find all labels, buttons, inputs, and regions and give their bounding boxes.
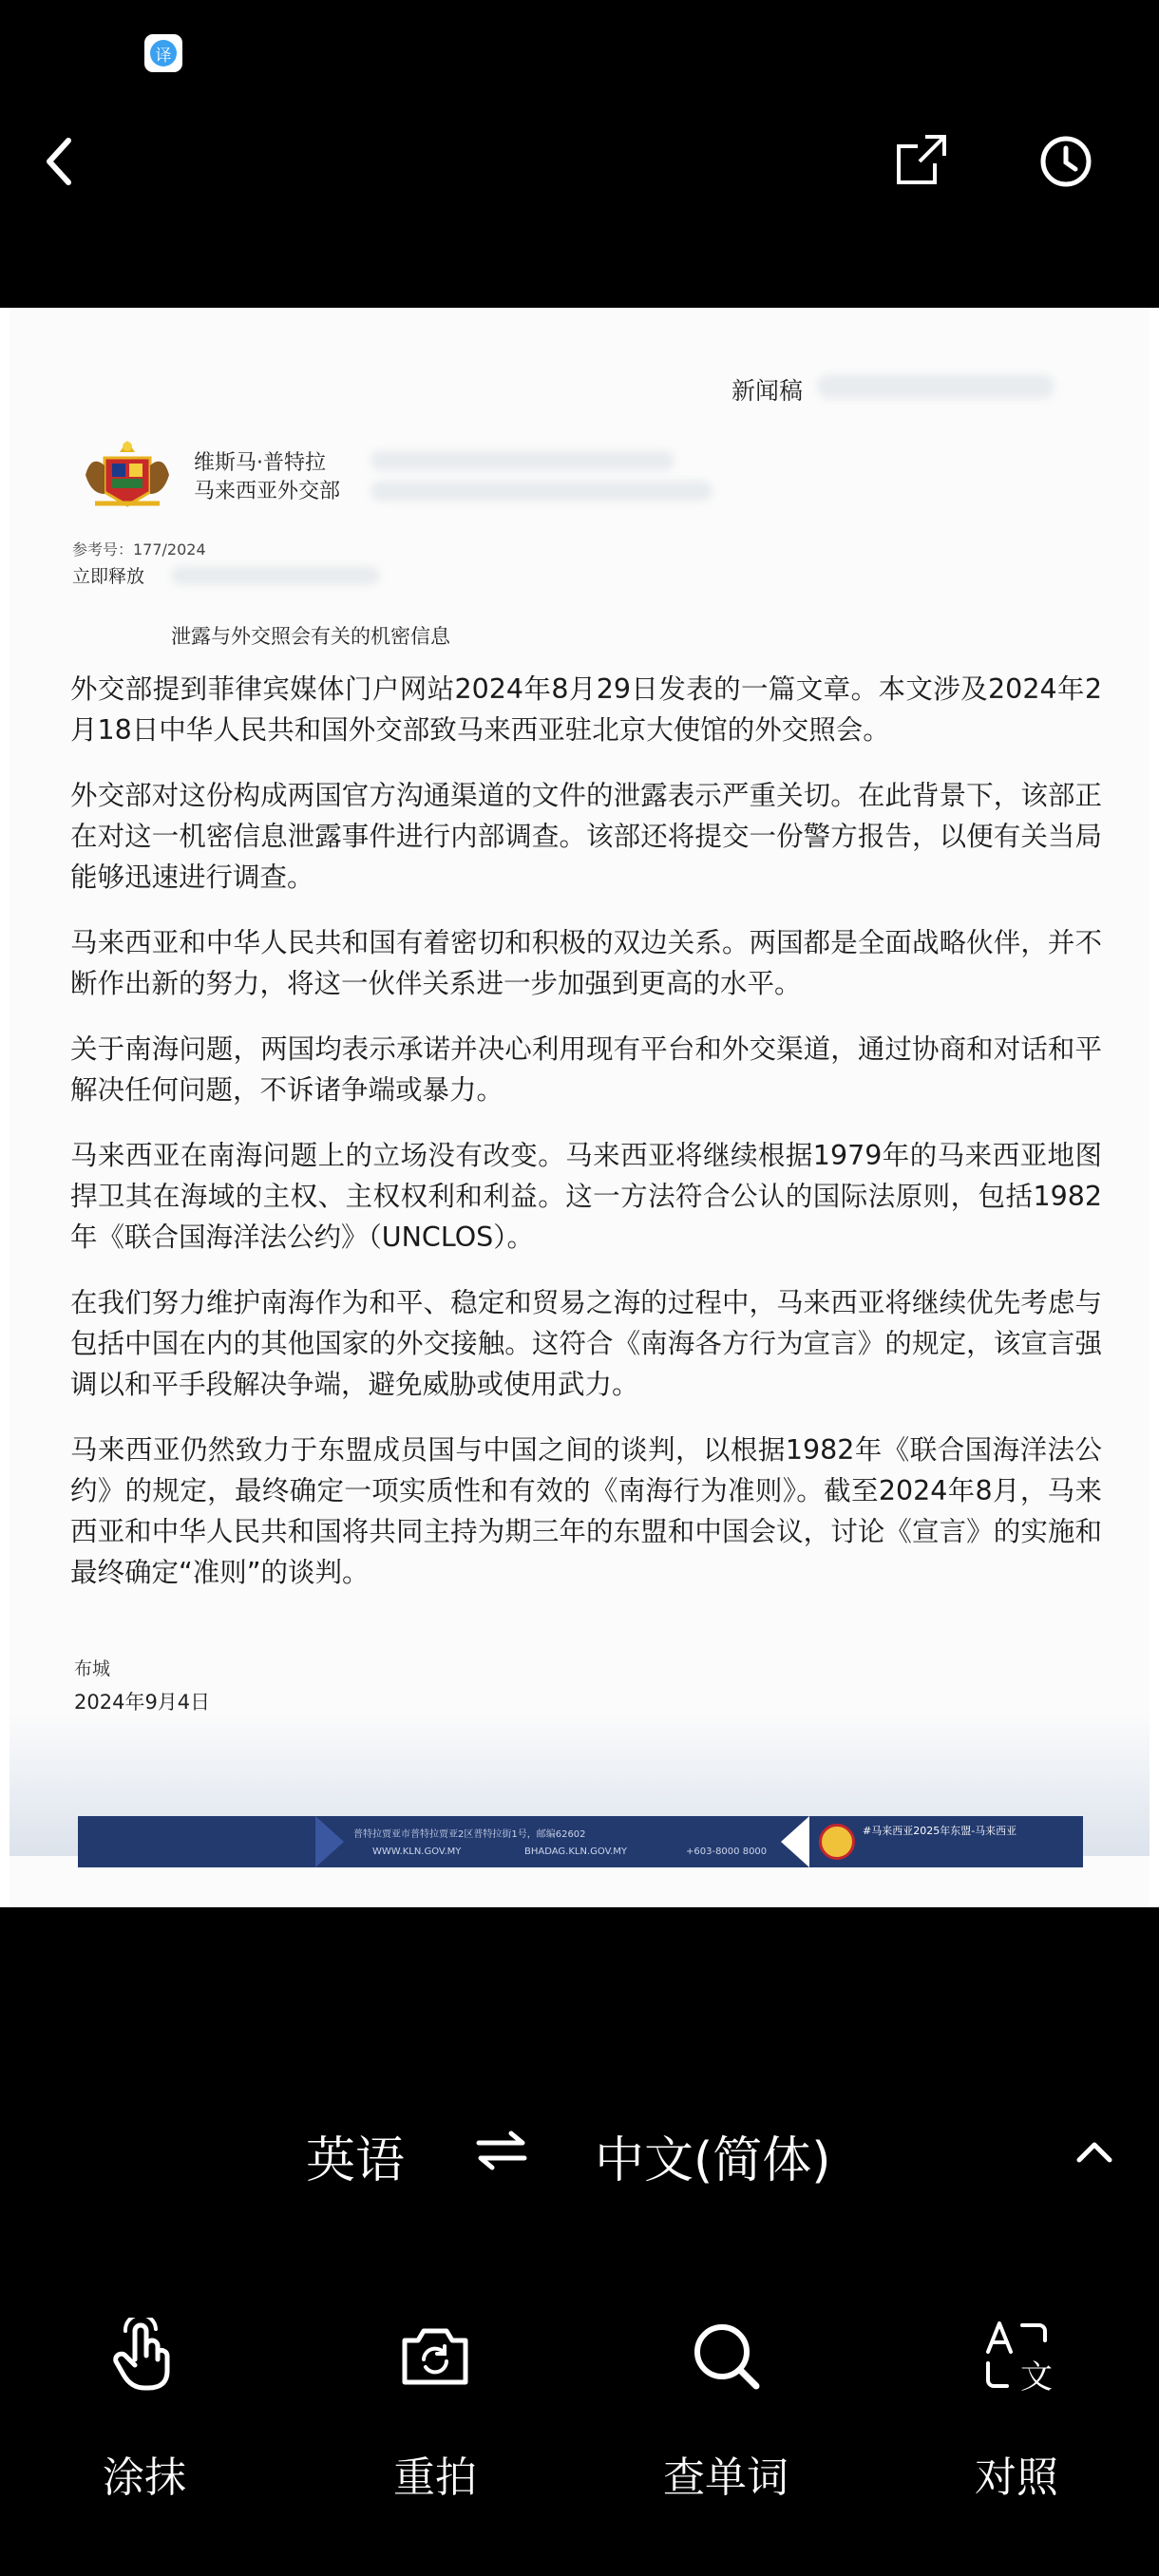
history-button[interactable]: [1028, 123, 1104, 199]
hand-tap-icon: [106, 2318, 182, 2394]
minister-name: 维斯马·普特拉: [194, 451, 326, 475]
target-language[interactable]: 中文(简体): [595, 2132, 831, 2189]
tool-label: 查单词: [663, 2453, 788, 2502]
lookup-word-button[interactable]: [640, 2318, 811, 2504]
release-tag: 立即释放: [72, 566, 145, 587]
document-subject: 泄露与外交照会有关的机密信息: [171, 625, 450, 648]
chevron-left-icon: [40, 135, 78, 188]
body-paragraph: 马来西亚仍然致力于东盟成员国与中国之间的谈判，以根据1982年《联合国海洋法公约》的规定，最终确定一项实质性和有效的《南海行为准则》。截至2024年8月，马来西亚和中华人民共和国将共同主持为期三年的东盟和中国会议，讨论《宣言》的实施和最终确定“准则”的谈判。: [70, 1434, 1102, 1588]
history-clock-icon: [1037, 133, 1094, 190]
share-export-icon: [893, 131, 950, 188]
swap-language-button[interactable]: [473, 2124, 530, 2177]
body-paragraph: 外交部提到菲律宾媒体门户网站2024年8月29日发表的一篇文章。本文涉及2024年2月18日中华人民共和国外交部致马来西亚驻北京大使馆的外交照会。: [70, 673, 1102, 746]
compare-button[interactable]: [931, 2318, 1102, 2504]
source-language[interactable]: 英语: [306, 2132, 406, 2189]
reference-number: 参考号：177/2024: [72, 540, 206, 559]
blurred-text: [370, 450, 674, 471]
retake-button[interactable]: [350, 2318, 521, 2504]
svg-text:文: 文: [1020, 2358, 1053, 2394]
tool-label: 重拍: [393, 2453, 477, 2502]
body-paragraph: 在我们努力维护南海作为和平、稳定和贸易之海的过程中，马来西亚将继续优先考虑与包括中国在内的其他国家的外交接触。这符合《南海各方行为宣言》的规定，该宣言强调以和平手段解决争端，避免威胁或使用武力。: [70, 1287, 1102, 1400]
language-selector: [0, 2109, 1159, 2194]
asean-logo: [819, 1824, 855, 1860]
footer-email: BHADAG.KLN.GOV.MY: [524, 1847, 628, 1857]
document-body: [70, 669, 1102, 1618]
back-button[interactable]: [21, 123, 97, 199]
tool-label: 涂抹: [103, 2453, 186, 2502]
footer-website: WWW.KLN.GOV.MY: [372, 1847, 462, 1857]
body-paragraph: 关于南海问题，两国均表示承诺并决心利用现有平台和外交渠道，通过协商和对话和平解决任何问题，不诉诸争端或暴力。: [70, 1033, 1102, 1106]
collapse-button[interactable]: [1066, 2128, 1123, 2175]
press-release-label: 新闻稿: [732, 377, 804, 405]
swap-arrows-icon: [473, 2124, 530, 2177]
signature-place: 布城: [74, 1658, 111, 1679]
body-paragraph: 马来西亚和中华人民共和国有着密切和积极的双边关系。两国都是全面战略伙伴，并不断作出新的努力，将这一伙伴关系进一步加强到更高的水平。: [70, 927, 1102, 999]
body-paragraph: 外交部对这份构成两国官方沟通渠道的文件的泄露表示严重关切。在此背景下，该部正在对这一机密信息泄露事件进行内部调查。该部还将提交一份警方报告，以便有关当局能够迅速进行调查。: [70, 780, 1102, 893]
tool-label: 对照: [975, 2453, 1058, 2502]
footer-chevron: [315, 1816, 344, 1867]
ministry-name: 马来西亚外交部: [194, 480, 341, 503]
footer-phone: +603-8000 8000: [686, 1847, 768, 1857]
footer-chevron: [781, 1816, 809, 1867]
translator-app-icon: 译: [144, 34, 182, 72]
coat-of-arms-logo: [78, 437, 177, 513]
compare-translate-icon: [978, 2318, 1054, 2394]
document-page: [10, 308, 1150, 1907]
footer-address: 普特拉贾亚市普特拉贾亚2区普特拉街1号，邮编62602: [353, 1829, 586, 1840]
document-image: [0, 308, 1159, 1907]
blurred-text: [817, 374, 1054, 399]
chevron-up-icon: [1066, 2128, 1123, 2175]
signature-date: 2024年9月4日: [74, 1691, 211, 1714]
footer-contact-bar: [78, 1816, 1083, 1867]
camera-retake-icon: [397, 2318, 473, 2394]
share-button[interactable]: [884, 122, 960, 198]
blurred-text: [370, 481, 712, 502]
search-icon: [688, 2318, 764, 2394]
blurred-text: [171, 566, 380, 585]
smear-tool-button[interactable]: [59, 2318, 230, 2504]
footer-right-text: #马来西亚2025年东盟-马来西亚: [863, 1825, 1017, 1837]
body-paragraph: 马来西亚在南海问题上的立场没有改变。马来西亚将继续根据1979年的马来西亚地图捍卫其在海域的主权、主权权利和利益。这一方法符合公认的国际法原则，包括1982年《联合国海洋法公约》（UNCLOS）。: [70, 1140, 1102, 1253]
